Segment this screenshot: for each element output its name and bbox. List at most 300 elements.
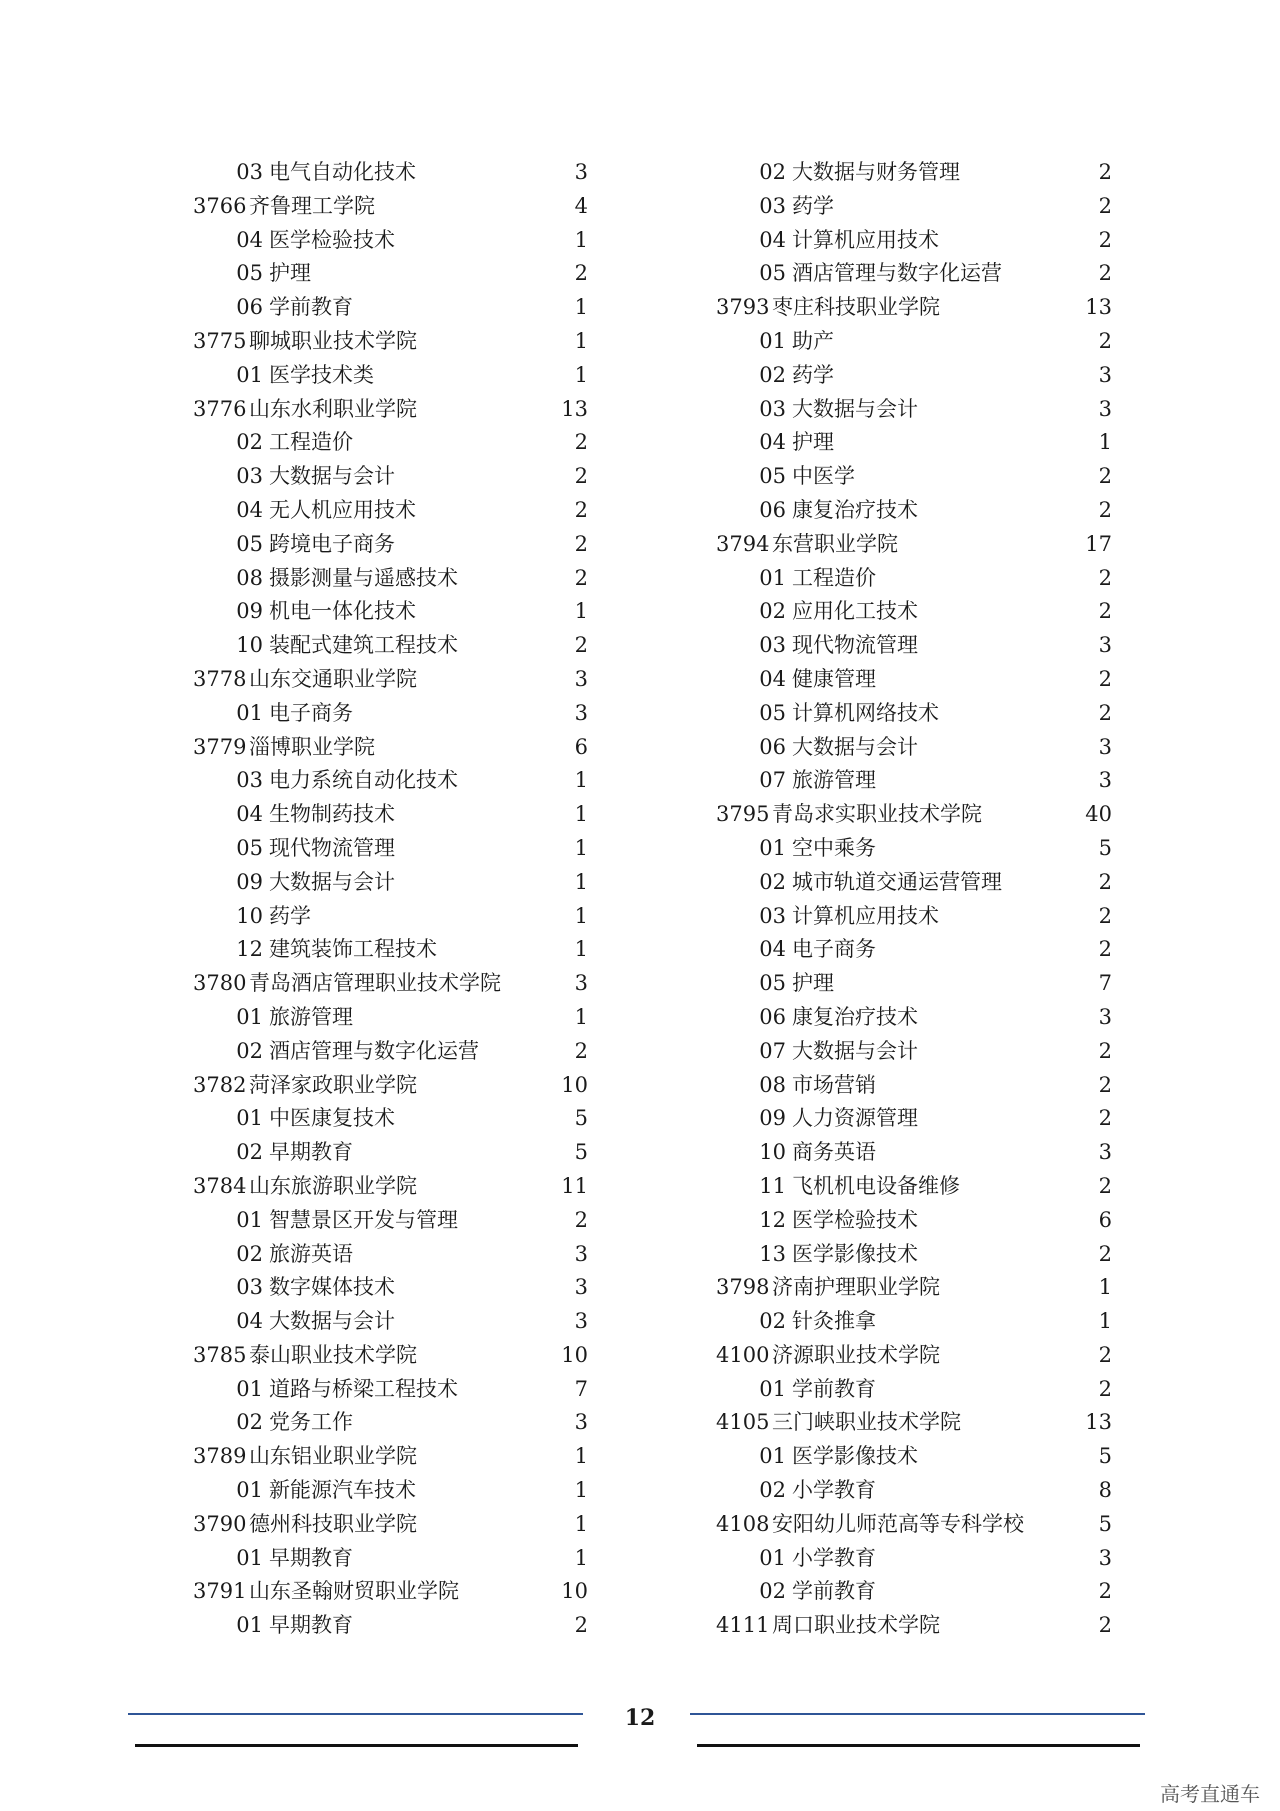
major-row [193,1373,588,1407]
entry-count: 2 [1098,1038,1112,1063]
entry-code: 02 [236,430,263,455]
entry-code: 03 [759,903,786,928]
entry-count: 2 [1098,1072,1112,1097]
entry-code: 3795 [716,802,770,827]
entry-name: 康复治疗技术 [792,1004,918,1029]
entry-name: 医学检验技术 [792,1207,918,1232]
entry-count: 1 [574,1511,588,1536]
entry-name: 酒店管理与数字化运营 [792,261,1002,286]
entry-name: 机电一体化技术 [269,599,416,624]
entry-code: 01 [236,1478,263,1503]
entry-name: 计算机网络技术 [792,700,939,725]
school-row [716,1339,1112,1373]
entry-count: 4 [574,193,588,218]
major-row [716,629,1112,663]
entry-count: 2 [574,464,588,489]
entry-code: 04 [759,430,786,455]
entry-code: 4111 [716,1613,770,1638]
entry-count: 2 [1098,497,1112,522]
entry-code: 05 [759,971,786,996]
entry-code: 3790 [193,1511,247,1536]
major-row [716,1102,1112,1136]
entry-count: 5 [574,1106,588,1131]
entry-code: 02 [236,1241,263,1266]
entry-name: 医学影像技术 [792,1241,918,1266]
entry-code: 3778 [193,666,247,691]
entry-name: 现代物流管理 [269,835,395,860]
entry-count: 10 [561,1342,588,1367]
major-row [716,1373,1112,1407]
entry-code: 04 [236,802,263,827]
entry-code: 01 [236,1613,263,1638]
entry-code: 03 [236,160,263,184]
school-row [193,663,588,697]
major-row [716,494,1112,528]
school-row [193,1508,588,1542]
entry-code: 03 [236,1275,263,1300]
entry-code: 4105 [716,1410,770,1435]
major-row [716,933,1112,967]
entry-code: 05 [759,464,786,489]
major-row [716,663,1112,697]
major-row [716,764,1112,798]
major-row [716,866,1112,900]
entry-name: 电气自动化技术 [269,160,416,184]
major-row [716,359,1112,393]
major-row [193,528,588,562]
entry-count: 2 [1098,160,1112,184]
major-row [193,460,588,494]
entry-code: 06 [759,734,786,759]
entry-count: 13 [561,396,588,421]
major-row [193,1609,588,1643]
entry-name: 计算机应用技术 [792,903,939,928]
entry-name: 山东水利职业学院 [249,396,417,421]
entry-name: 道路与桥梁工程技术 [269,1376,458,1401]
entry-count: 1 [574,835,588,860]
entry-name: 山东交通职业学院 [249,666,417,691]
entry-count: 1 [1098,430,1112,455]
entry-name: 药学 [269,903,311,928]
entry-name: 空中乘务 [792,835,876,860]
entry-code: 07 [759,768,786,793]
major-row [716,900,1112,934]
entry-count: 2 [1098,464,1112,489]
entry-code: 04 [759,666,786,691]
entry-count: 2 [1098,599,1112,624]
major-row [193,156,588,190]
entry-name: 智慧景区开发与管理 [269,1207,458,1232]
entry-name: 医学影像技术 [792,1444,918,1469]
entry-name: 工程造价 [792,565,876,590]
major-row [716,595,1112,629]
major-row [716,460,1112,494]
entry-count: 3 [574,971,588,996]
major-row [716,967,1112,1001]
entry-code: 3793 [716,295,770,320]
entry-count: 10 [561,1579,588,1604]
entry-count: 3 [1098,768,1112,793]
entry-count: 3 [574,1241,588,1266]
entry-count: 2 [1098,903,1112,928]
footer-rule-right-blue [690,1713,1145,1715]
entry-count: 2 [574,1038,588,1063]
page-number: 12 [624,1705,656,1731]
entry-name: 电力系统自动化技术 [269,768,458,793]
entry-code: 3789 [193,1444,247,1469]
entry-code: 02 [759,1478,786,1503]
entry-count: 2 [1098,193,1112,218]
entry-name: 青岛酒店管理职业技术学院 [249,971,501,996]
entry-count: 2 [574,497,588,522]
entry-name: 生物制药技术 [269,802,395,827]
entry-name: 护理 [792,971,834,996]
entry-code: 06 [236,295,263,320]
major-row [716,1136,1112,1170]
entry-count: 2 [574,430,588,455]
entry-code: 11 [759,1173,786,1198]
entry-code: 05 [759,261,786,286]
school-row [716,1406,1112,1440]
school-row [193,393,588,427]
entry-code: 02 [759,1579,786,1604]
entry-code: 04 [236,497,263,522]
entry-name: 学前教育 [792,1579,876,1604]
entry-count: 11 [561,1173,588,1198]
major-row [716,1035,1112,1069]
entry-count: 3 [1098,1545,1112,1570]
entry-code: 3775 [193,328,247,353]
entry-count: 3 [1098,734,1112,759]
entry-code: 02 [759,599,786,624]
major-row [193,1542,588,1576]
major-row [716,257,1112,291]
entry-name: 东营职业学院 [772,531,898,556]
entry-code: 01 [236,1106,263,1131]
major-row [193,1136,588,1170]
entry-code: 08 [236,565,263,590]
major-row [193,1271,588,1305]
entry-name: 学前教育 [792,1376,876,1401]
entry-code: 4100 [716,1342,770,1367]
major-row [193,1305,588,1339]
major-row [193,697,588,731]
entry-name: 齐鲁理工学院 [249,193,375,218]
entry-count: 2 [1098,1376,1112,1401]
entry-code: 01 [759,1444,786,1469]
major-row [193,1406,588,1440]
entry-count: 3 [574,700,588,725]
entry-count: 13 [1085,1410,1112,1435]
entry-name: 枣庄科技职业学院 [772,295,940,320]
entry-name: 现代物流管理 [792,633,918,658]
entry-name: 商务英语 [792,1140,876,1165]
entry-code: 3794 [716,531,770,556]
entry-code: 12 [236,937,263,962]
entry-count: 2 [1098,869,1112,894]
school-row [193,190,588,224]
major-row [716,1440,1112,1474]
entry-name: 针灸推拿 [792,1309,876,1334]
major-row [716,832,1112,866]
entry-count: 3 [574,1410,588,1435]
entry-count: 8 [1098,1478,1112,1503]
entry-code: 13 [759,1241,786,1266]
entry-name: 大数据与会计 [269,1309,395,1334]
entry-name: 三门峡职业技术学院 [772,1410,961,1435]
entry-count: 1 [574,1478,588,1503]
major-row [716,697,1112,731]
entry-code: 01 [236,1004,263,1029]
entry-code: 06 [759,497,786,522]
school-row [193,967,588,1001]
major-row [193,291,588,325]
entry-count: 1 [574,227,588,252]
entry-code: 3766 [193,193,247,218]
entry-count: 7 [1098,971,1112,996]
entry-name: 飞机机电设备维修 [792,1173,960,1198]
major-row [716,224,1112,258]
entry-count: 7 [574,1376,588,1401]
school-row [193,1339,588,1373]
entry-name: 酒店管理与数字化运营 [269,1038,479,1063]
major-row [716,731,1112,765]
entry-code: 03 [759,193,786,218]
entry-code: 01 [759,565,786,590]
entry-name: 大数据与会计 [792,1038,918,1063]
entry-code: 04 [236,227,263,252]
entry-code: 04 [759,227,786,252]
entry-count: 2 [1098,1106,1112,1131]
entry-code: 02 [236,1140,263,1165]
entry-name: 小学教育 [792,1545,876,1570]
major-row [716,1238,1112,1272]
entry-code: 08 [759,1072,786,1097]
entry-name: 工程造价 [269,430,353,455]
school-row [716,528,1112,562]
entry-count: 3 [1098,362,1112,387]
major-row [193,1035,588,1069]
entry-name: 大数据与会计 [792,734,918,759]
major-row [716,393,1112,427]
entry-count: 1 [574,869,588,894]
entry-count: 1 [1098,1309,1112,1334]
left-column-listing [193,156,588,1643]
entry-count: 3 [574,1275,588,1300]
entry-code: 01 [236,1376,263,1401]
entry-count: 13 [1085,295,1112,320]
entry-count: 17 [1085,531,1112,556]
entry-code: 04 [759,937,786,962]
major-row [716,1474,1112,1508]
entry-count: 2 [574,1613,588,1638]
entry-code: 01 [236,1207,263,1232]
major-row [193,1001,588,1035]
entry-code: 10 [759,1140,786,1165]
entry-count: 3 [1098,396,1112,421]
entry-name: 市场营销 [792,1072,876,1097]
entry-code: 3782 [193,1072,247,1097]
entry-count: 3 [574,160,588,184]
major-row [193,595,588,629]
major-row [193,1204,588,1238]
entry-name: 菏泽家政职业学院 [249,1072,417,1097]
entry-name: 早期教育 [269,1140,353,1165]
entry-code: 07 [759,1038,786,1063]
entry-count: 2 [574,633,588,658]
entry-code: 05 [236,835,263,860]
entry-name: 大数据与财务管理 [792,160,960,184]
entry-code: 3780 [193,971,247,996]
entry-code: 3798 [716,1275,770,1300]
entry-code: 03 [759,633,786,658]
entry-count: 1 [574,1444,588,1469]
entry-count: 1 [574,295,588,320]
entry-name: 山东圣翰财贸职业学院 [249,1579,459,1604]
major-row [193,224,588,258]
entry-count: 3 [1098,633,1112,658]
entry-name: 健康管理 [792,666,876,691]
entry-count: 1 [574,328,588,353]
entry-count: 2 [1098,328,1112,353]
entry-name: 党务工作 [269,1410,353,1435]
major-row [716,426,1112,460]
school-row [716,291,1112,325]
major-row [193,933,588,967]
major-row [716,562,1112,596]
entry-name: 助产 [792,328,834,353]
entry-code: 01 [759,1545,786,1570]
entry-code: 05 [236,531,263,556]
entry-name: 山东旅游职业学院 [249,1173,417,1198]
entry-count: 1 [574,362,588,387]
entry-name: 护理 [792,430,834,455]
entry-name: 旅游管理 [269,1004,353,1029]
entry-name: 安阳幼儿师范高等专科学校 [772,1511,1024,1536]
entry-name: 建筑装饰工程技术 [269,937,437,962]
entry-name: 电子商务 [269,700,353,725]
entry-count: 1 [574,768,588,793]
entry-name: 大数据与会计 [269,464,395,489]
entry-count: 5 [1098,835,1112,860]
entry-count: 5 [1098,1511,1112,1536]
entry-name: 济源职业技术学院 [772,1342,940,1367]
entry-name: 周口职业技术学院 [772,1613,940,1638]
school-row [716,1271,1112,1305]
entry-name: 小学教育 [792,1478,876,1503]
entry-name: 淄博职业学院 [249,734,375,759]
entry-count: 3 [1098,1140,1112,1165]
entry-code: 02 [236,1410,263,1435]
entry-name: 旅游管理 [792,768,876,793]
entry-code: 12 [759,1207,786,1232]
major-row [193,359,588,393]
school-row [716,1609,1112,1643]
major-row [193,798,588,832]
entry-name: 数字媒体技术 [269,1275,395,1300]
entry-count: 2 [574,565,588,590]
school-row [193,1069,588,1103]
entry-count: 2 [1098,1342,1112,1367]
entry-name: 人力资源管理 [792,1106,918,1131]
school-row [716,1508,1112,1542]
entry-name: 大数据与会计 [792,396,918,421]
entry-name: 济南护理职业学院 [772,1275,940,1300]
entry-name: 医学检验技术 [269,227,395,252]
major-row [193,900,588,934]
entry-count: 1 [574,903,588,928]
school-row [193,1575,588,1609]
major-row [193,1474,588,1508]
entry-code: 09 [759,1106,786,1131]
entry-count: 6 [1098,1207,1112,1232]
entry-code: 02 [759,869,786,894]
entry-name: 早期教育 [269,1545,353,1570]
school-row [193,1440,588,1474]
major-row [193,1102,588,1136]
major-row [716,1001,1112,1035]
entry-name: 学前教育 [269,295,353,320]
footer-rule-left-black [135,1744,578,1747]
major-row [193,629,588,663]
entry-code: 3785 [193,1342,247,1367]
entry-name: 应用化工技术 [792,599,918,624]
entry-name: 护理 [269,261,311,286]
entry-count: 2 [1098,261,1112,286]
major-row [193,562,588,596]
entry-name: 山东铝业职业学院 [249,1444,417,1469]
entry-name: 泰山职业技术学院 [249,1342,417,1367]
entry-code: 03 [236,768,263,793]
entry-count: 2 [574,531,588,556]
major-row [716,156,1112,190]
entry-code: 01 [236,362,263,387]
entry-code: 02 [759,1309,786,1334]
watermark-text: 高考直通车 [1160,1782,1260,1806]
entry-code: 05 [759,700,786,725]
major-row [716,190,1112,224]
entry-count: 2 [1098,1613,1112,1638]
entry-count: 5 [1098,1444,1112,1469]
entry-name: 医学技术类 [269,362,374,387]
entry-count: 2 [1098,937,1112,962]
entry-code: 3791 [193,1579,247,1604]
entry-count: 5 [574,1140,588,1165]
entry-code: 06 [759,1004,786,1029]
entry-code: 3779 [193,734,247,759]
entry-name: 无人机应用技术 [269,497,416,522]
entry-count: 2 [1098,666,1112,691]
entry-name: 早期教育 [269,1613,353,1638]
entry-count: 3 [574,1309,588,1334]
entry-count: 2 [1098,565,1112,590]
right-column-listing [716,156,1112,1643]
entry-name: 摄影测量与遥感技术 [269,565,458,590]
entry-count: 3 [1098,1004,1112,1029]
entry-count: 3 [574,666,588,691]
major-row [193,832,588,866]
entry-code: 10 [236,633,263,658]
school-row [193,1170,588,1204]
major-row [716,1575,1112,1609]
major-row [193,1238,588,1272]
entry-name: 聊城职业技术学院 [249,328,417,353]
entry-count: 1 [574,937,588,962]
entry-name: 德州科技职业学院 [249,1511,417,1536]
major-row [193,764,588,798]
entry-count: 1 [574,1545,588,1570]
major-row [193,257,588,291]
